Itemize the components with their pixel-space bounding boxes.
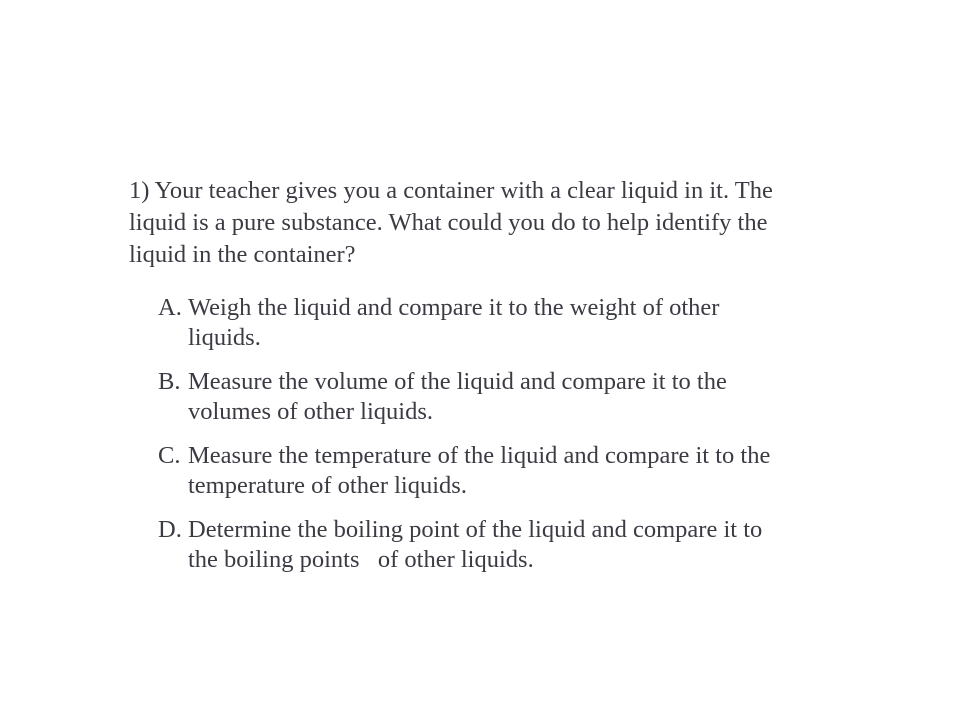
choice-c-text: Measure the temperature of the liquid and compare it to the temperature of other liquids.	[188, 442, 771, 499]
choice-a[interactable]	[158, 293, 828, 353]
choice-d-text: Determine the boiling point of the liquid and compare it to the boiling points of other liquids.	[188, 516, 763, 573]
question-text: 1) Your teacher gives you a container with a clear liquid in it. The liquid is a pure substance. What could you do to help identify the liquid in the container?	[129, 177, 773, 268]
choice-b-letter: B.	[158, 368, 181, 395]
choice-d[interactable]	[158, 515, 828, 575]
choice-d-letter: D.	[158, 516, 182, 543]
choice-b-text: Measure the volume of the liquid and compare it to the volumes of other liquids.	[188, 368, 727, 425]
choice-a-letter: A.	[158, 294, 182, 321]
answer-choices	[158, 293, 828, 589]
choice-a-text: Weigh the liquid and compare it to the weight of other liquids.	[188, 294, 720, 351]
choice-c[interactable]	[158, 441, 828, 501]
choice-c-letter: C.	[158, 442, 181, 469]
choice-b[interactable]	[158, 367, 828, 427]
